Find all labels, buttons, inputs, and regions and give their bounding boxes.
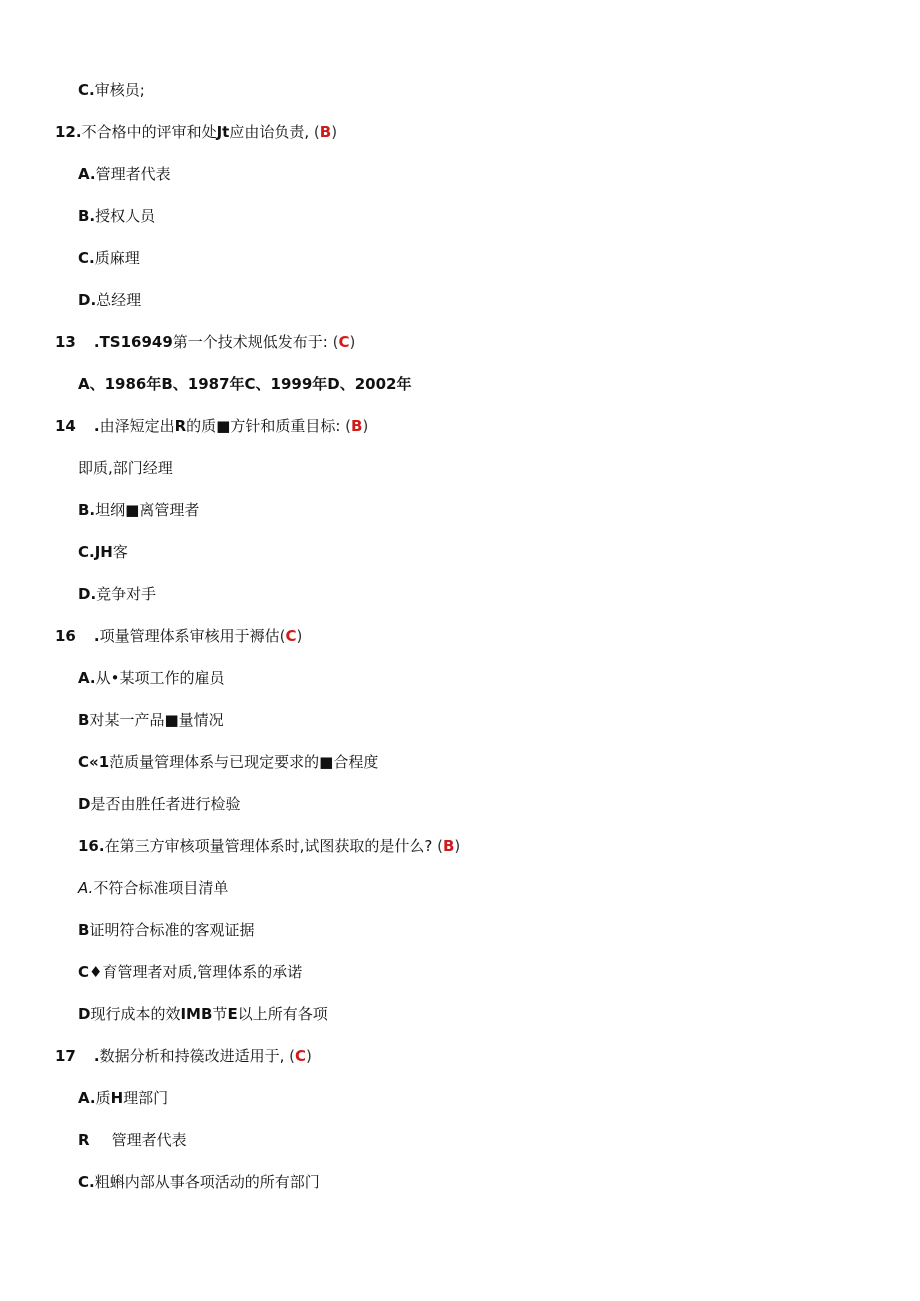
option-line: C.JH客 [78, 543, 128, 561]
option-line: A、1986年B、1987年C、1999年D、2002年 [78, 375, 412, 393]
option-line: A.从•某项工作的雇员 [78, 669, 225, 687]
option-line: B证明符合标准的客观证据 [78, 921, 255, 939]
option-line: A.管理者代表 [78, 165, 171, 183]
option-line: C.审核员; [78, 81, 145, 99]
question-17: 17 .数据分析和持篌改进适用于, (C) [55, 1047, 312, 1065]
option-line: R 管理者代表 [78, 1131, 187, 1149]
option-line: A.不符合标准项目清单 [78, 879, 229, 897]
option-line: C.质麻理 [78, 249, 140, 267]
answer-mark: B [351, 417, 363, 435]
answer-mark: C [294, 1047, 306, 1065]
question-16: 16 .项量管理体系审核用于褥估(C) [55, 627, 303, 645]
answer-mark: B [319, 123, 332, 141]
question-14: 14 .由泽短定出R的质■方针和质重目标: (B) [55, 417, 369, 435]
option-line: B对某一产品■量情况 [78, 711, 224, 729]
option-line: B.授权人员 [78, 207, 156, 225]
answer-mark: B [442, 837, 455, 855]
option-line: A.质H理部门 [78, 1089, 169, 1107]
option-line: D.竞争对手 [78, 585, 157, 603]
question-13: 13 .TS16949第一个技术规低发布于: (C) [55, 333, 356, 351]
option-line: C.粗蝌内部从事各项活动的所有部门 [78, 1173, 320, 1191]
answer-mark: C [338, 333, 350, 351]
option-line: C♦育管理者对质,管理体系的承诺 [78, 963, 303, 981]
option-line: D现行成本的效IMB节E以上所有各项 [78, 1005, 328, 1023]
option-line: C«1范质量管理体系与已现定要求的■合程度 [78, 753, 379, 771]
option-line: D是否由胜任者进行检验 [78, 795, 241, 813]
question-16-third-party: 16.在第三方审核项量管理体系时,试图获取的是什么? (B) [78, 837, 461, 855]
option-line: B.坦纲■离管理者 [78, 501, 200, 519]
option-line: D.总经理 [78, 291, 142, 309]
option-line: 即质,部门经理 [78, 459, 173, 477]
question-12: 12.不合格中的评审和处Jt应由诒负责, (B) [55, 123, 338, 141]
answer-mark: C [285, 627, 297, 645]
